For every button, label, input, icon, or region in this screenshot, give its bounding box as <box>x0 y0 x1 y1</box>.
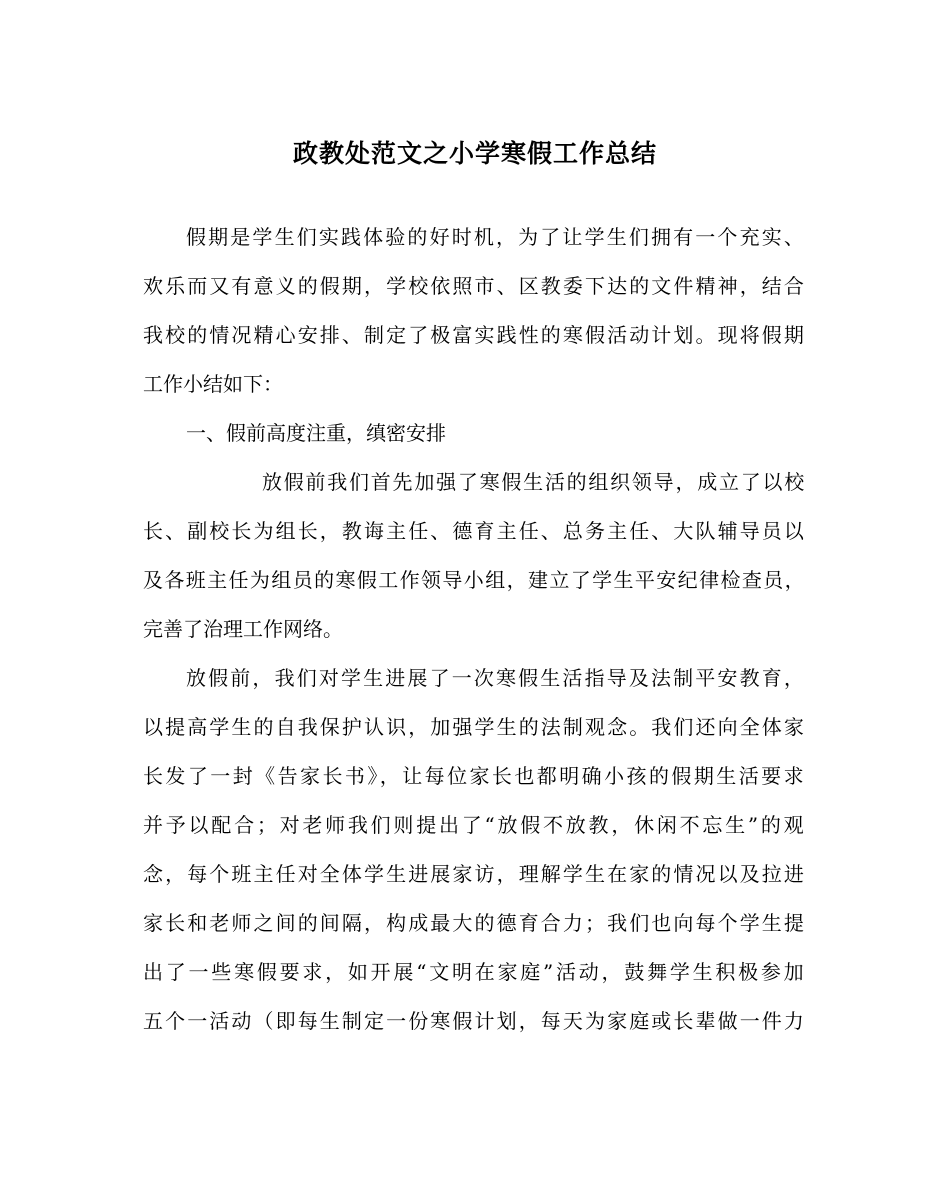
section-heading: 一、假前高度注重，缜密安排 <box>186 421 446 445</box>
body-line: 长发了一封《告家长书》，让每位家长也都明确小孩的假期生活要求 <box>143 764 806 788</box>
body-line: 放假前，我们对学生进展了一次寒假生活指导及法制平安教育， <box>186 666 806 690</box>
body-line: 念，每个班主任对全体学生进展家访，理解学生在家的情况以及拉进 <box>143 862 806 886</box>
body-line: 欢乐而又有意义的假期，学校依照市、区教委下达的文件精神，结合 <box>143 274 806 298</box>
body-line: 出了一些寒假要求，如开展“文明在家庭”活动，鼓舞学生积极参加 <box>143 960 807 984</box>
body-line: 工作小结如下： <box>143 372 283 396</box>
body-line: 长、副校长为组长，教诲主任、德育主任、总务主任、大队辅导员以 <box>143 519 806 543</box>
body-line: 完善了治理工作网络。 <box>143 617 343 641</box>
body-line: 我校的情况精心安排、制定了极富实践性的寒假活动计划。现将假期 <box>143 323 806 347</box>
body-line: 放假前我们首先加强了寒假生活的组织领导，成立了以校 <box>262 470 806 494</box>
document-title: 政教处范文之小学寒假工作总结 <box>292 139 657 168</box>
body-line: 五个一活动（即每生制定一份寒假计划，每天为家庭或长辈做一件力 <box>143 1009 806 1033</box>
body-line: 家长和老师之间的间隔，构成最大的德育合力；我们也向每个学生提 <box>143 911 806 935</box>
body-line: 并予以配合；对老师我们则提出了“放假不放教，休闲不忘生”的观 <box>143 813 807 837</box>
body-line: 假期是学生们实践体验的好时机，为了让学生们拥有一个充实、 <box>186 225 806 249</box>
body-line: 以提高学生的自我保护认识，加强学生的法制观念。我们还向全体家 <box>143 715 806 739</box>
body-line: 及各班主任为组员的寒假工作领导小组，建立了学生平安纪律检查员， <box>143 568 806 592</box>
